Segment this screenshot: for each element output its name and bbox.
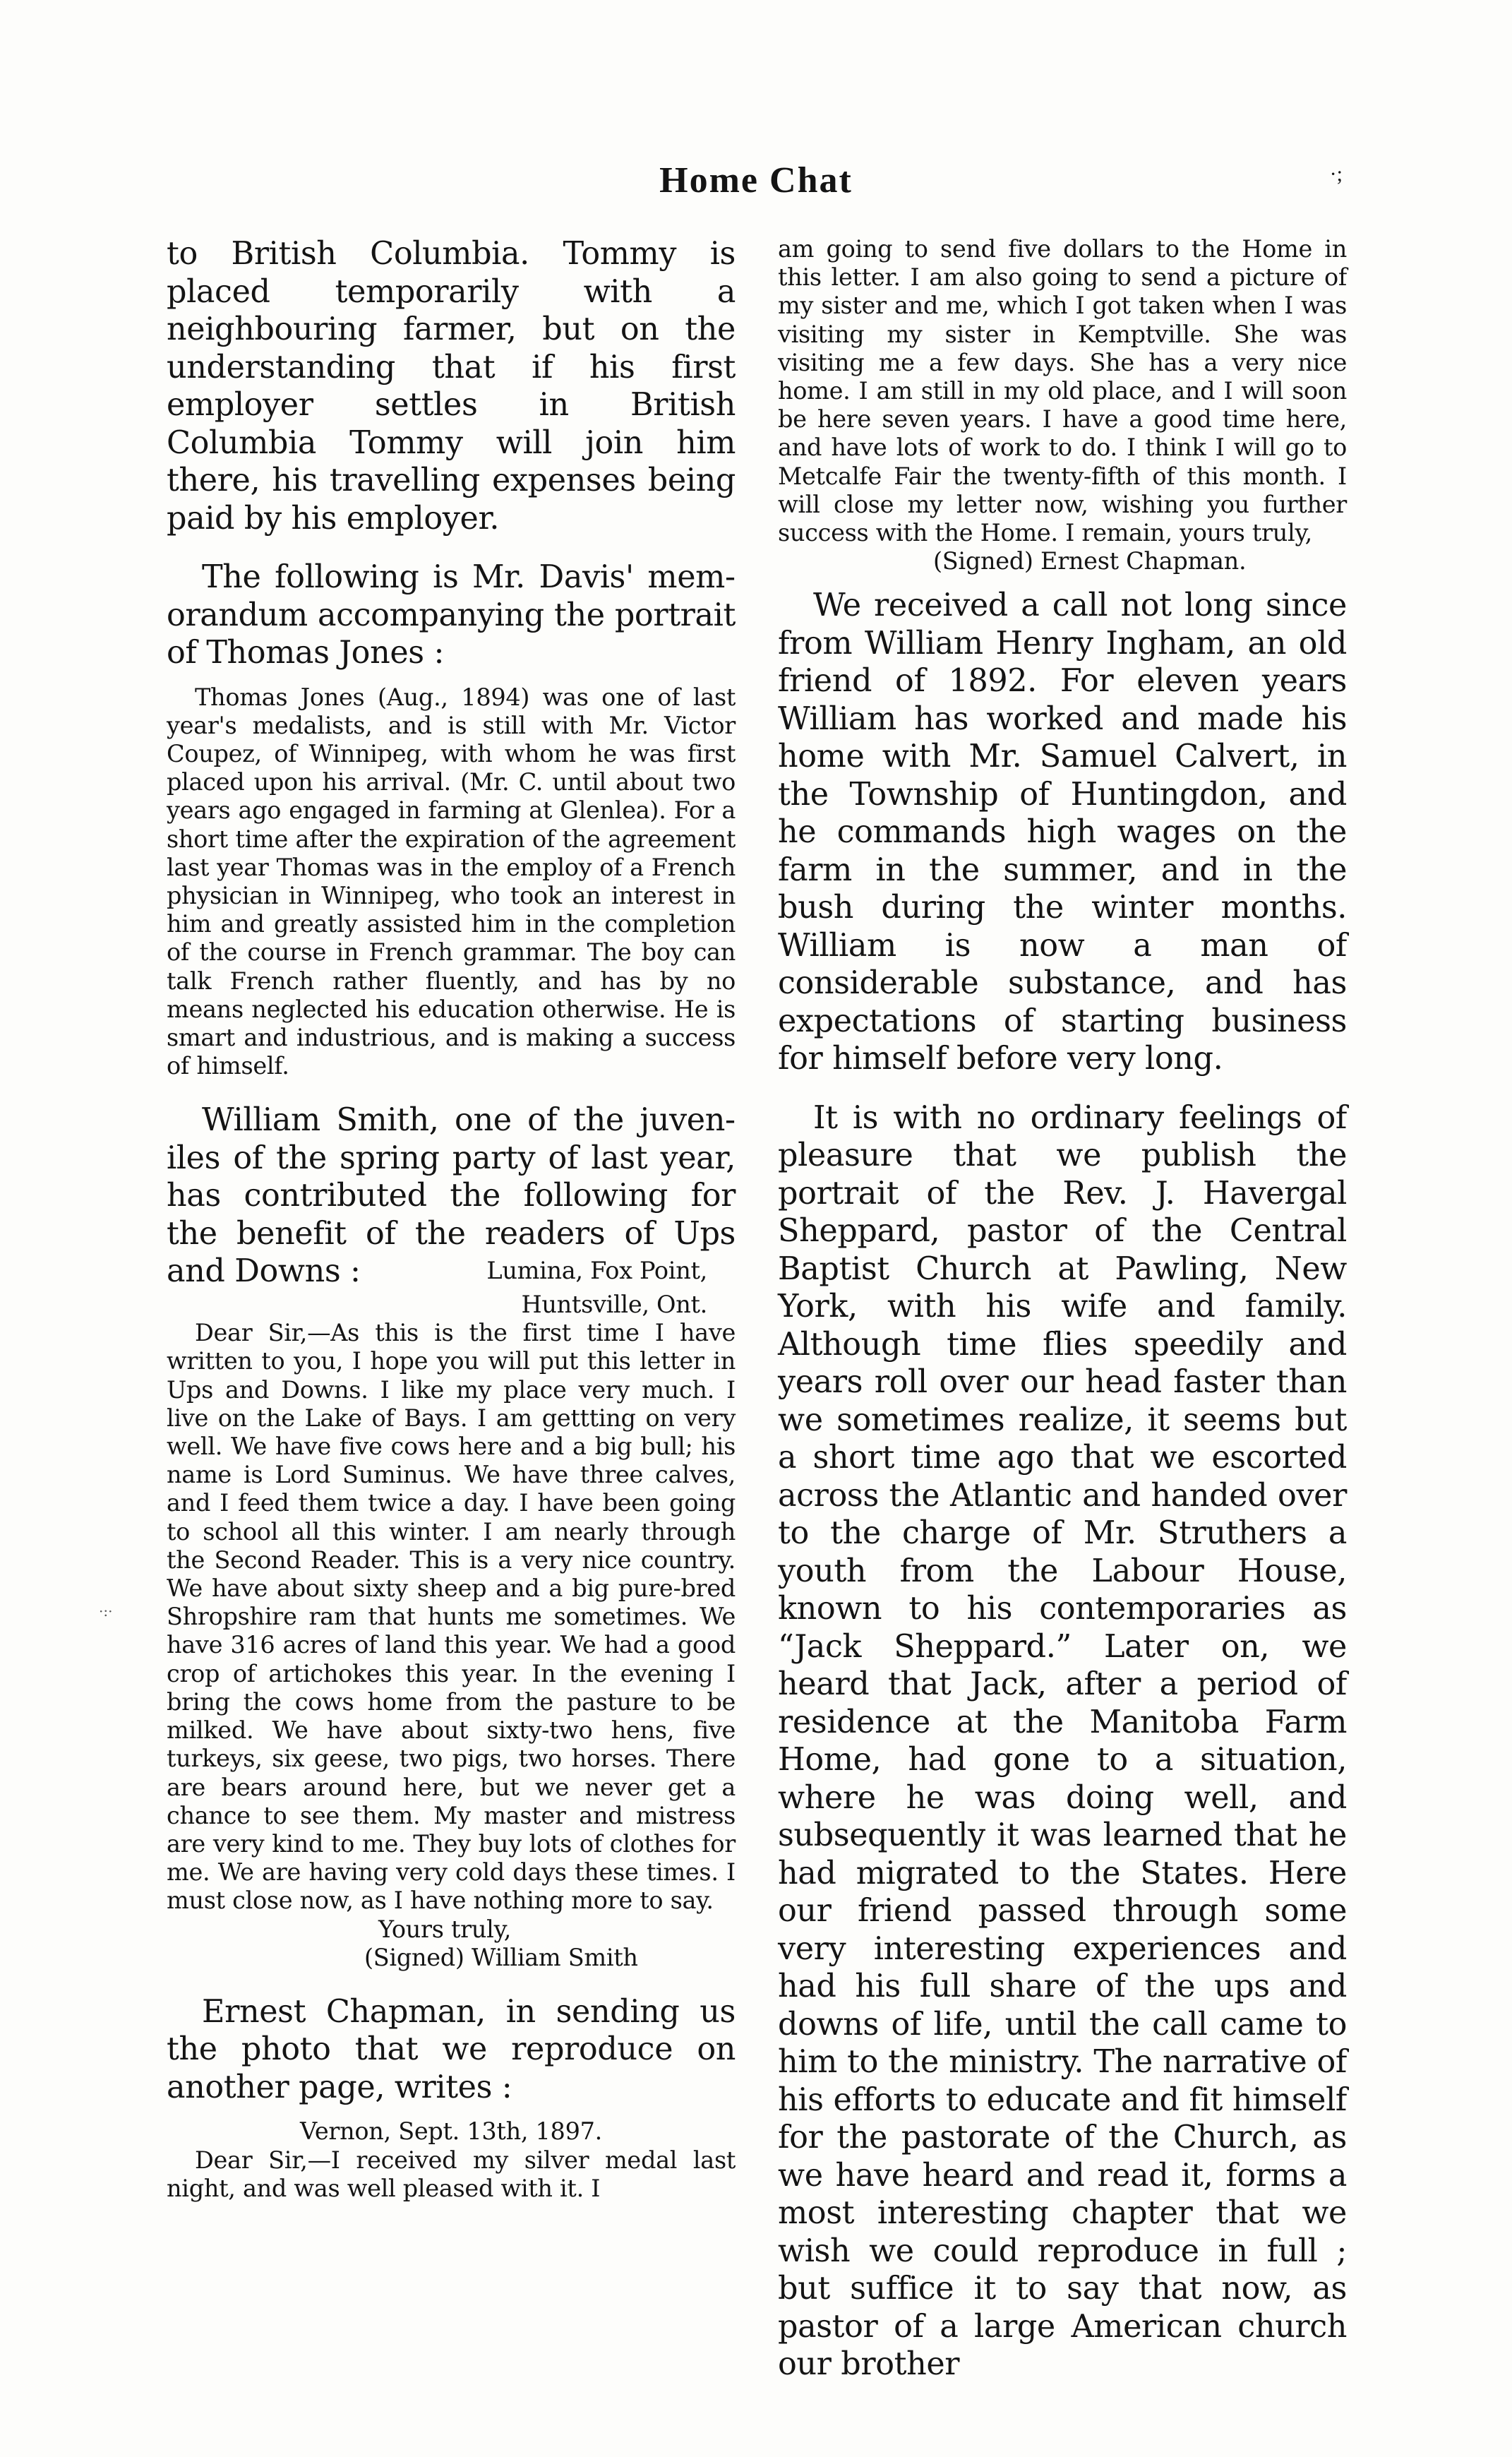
page-header: [0, 160, 1512, 202]
paragraph-tommy: to British Columbia. Tommy is placed temporarily with a neighbouring farmer, but on the understanding that if his first employer settles in British Columbia Tommy will join him there, his travelling expenses being paid by his employer.: [167, 236, 736, 537]
print-speck: ·:·: [99, 1603, 113, 1620]
paragraph-william-ingham: We received a call not long since from William Henry Ingham, an old friend of 1892. For eleven years William has worked and made his home with Mr. Samuel Calvert, in the Township of Huntingdon, and he commands high wages on the farm in the summer, and in the bush during the winter months. William is now a man of considerable substance, and has expectations of starting business for himself before very long.: [778, 587, 1347, 1077]
letter-address-line-1: Lumina, Fox Point,: [486, 1256, 707, 1284]
left-column: [167, 235, 736, 2203]
signature-william-smith: (Signed) William Smith: [364, 1943, 638, 1971]
letter-dateline: Vernon, Sept. 13th, 1897.: [300, 2117, 602, 2146]
letter-william-smith: Dear Sir,—As this is the first time I have written to you, I hope you will put this letter in Ups and Downs. I like my place very much. I live on the Lake of Bays. I am gettting on very well. We have five cows here and a big bull; his name is Lord Suminus. We have three calves, and I feed them twice a day. I have been going to school all this winter. I am nearly through the Second Reader. This is a very nice country. We have about sixty sheep and a big pure-bred Shropshire ram that hunts me sometimes. We have 316 acres of land this year. We had a good crop of artichokes this year. In the evening I bring the cows home from the pasture to be milked. We have about sixty-two hens, five turkeys, six geese, two pigs, two horses. There are bears around here, but we never get a chance to see them. My master and mistress are very kind to me. They buy lots of clothes for me. We are having very cold days these times. I must close now, as I have nothing more to say.: [167, 1319, 736, 1915]
page-number: ·;: [1329, 162, 1343, 186]
paragraph-davis-intro: The following is Mr. Davis' memorandum accompanying the portrait of Thomas Jones :: [167, 559, 736, 671]
right-column: [778, 235, 1347, 2384]
running-title: Home Chat: [659, 160, 853, 201]
paragraph-ernest-chapman-intro: Ernest Chapman, in sending us the photo that we reproduce on another page, writes :: [167, 1993, 736, 2105]
signature-ernest-chapman: (Signed) Ernest Chapman.: [933, 547, 1247, 575]
memorandum-thomas-jones: Thomas Jones (Aug., 1894) was one of last year's medalists, and is still with Mr. Victor Coupez, of Winnipeg, with whom he was first placed upon his arrival. (Mr. C. until about two years ago engaged in farming at Glenlea). For a short time after the expiration of the agreement last year Thomas was in the employ of a French physician in Winnipeg, who took an interest in him and greatly assisted him in the completion of the course in French grammar. The boy can talk French rather fluently, and has by no means neglected his education otherwise. He is smart and industrious, and is making a success of himself.: [167, 683, 736, 1080]
paragraph-william-smith-intro: William Smith, one of the juveniles of the spring party of last year, has contributed the following for the benefit of the readers of Ups and Downs :: [167, 1102, 736, 1290]
paragraph-sheppard: It is with no ordinary feelings of pleasure that we publish the portrait of the Rev. J. Havergal Sheppard, pastor of the Central Baptist Church at Pawling, New York, with his wife and family. Although time flies speedily and years roll over our head faster than we sometimes realize, it seems but a short time ago that we escorted across the Atlantic and handed over to the charge of Mr. Struthers a youth from the Labour House, known to his contemporaries as “Jack Sheppard.” Later on, we heard that Jack, after a period of residence at the Manitoba Farm Home, had gone to a situation, where he was doing well, and subsequently it was learned that he had migrated to the States. Here our friend passed through some very interesting experiences and had his full share of the ups and downs of life, until the call came to him to the ministry. The narrative of his efforts to educate and fit himself for the pastorate of the Church, as we have heard and read it, forms a most interesting chapter that we wish we could reproduce in full ; but suffice it to say that now, as pastor of a large American church our brother: [778, 1099, 1347, 2383]
letter-ernest-chapman-cont: am going to send five dollars to the Home in this letter. I am also going to send a picture of my sister and me, which I got taken when I was visiting my sister in Kemptville. She was visiting me a few days. She has a very nice home. I am still in my old place, and I will soon be here seven years. I have a good time here, and have lots of work to do. I think I will go to Metcalfe Fair the twenty-fifth of this month. I will close my letter now, wishing you further success with the Home. I remain, yours truly,: [778, 235, 1347, 547]
letter-closing: Yours truly,: [378, 1915, 512, 1943]
letter-ernest-chapman-start: Dear Sir,—I received my silver medal last night, and was well pleased with it. I: [167, 2146, 736, 2202]
letter-address-line-2: Huntsville, Ont.: [521, 1291, 707, 1319]
